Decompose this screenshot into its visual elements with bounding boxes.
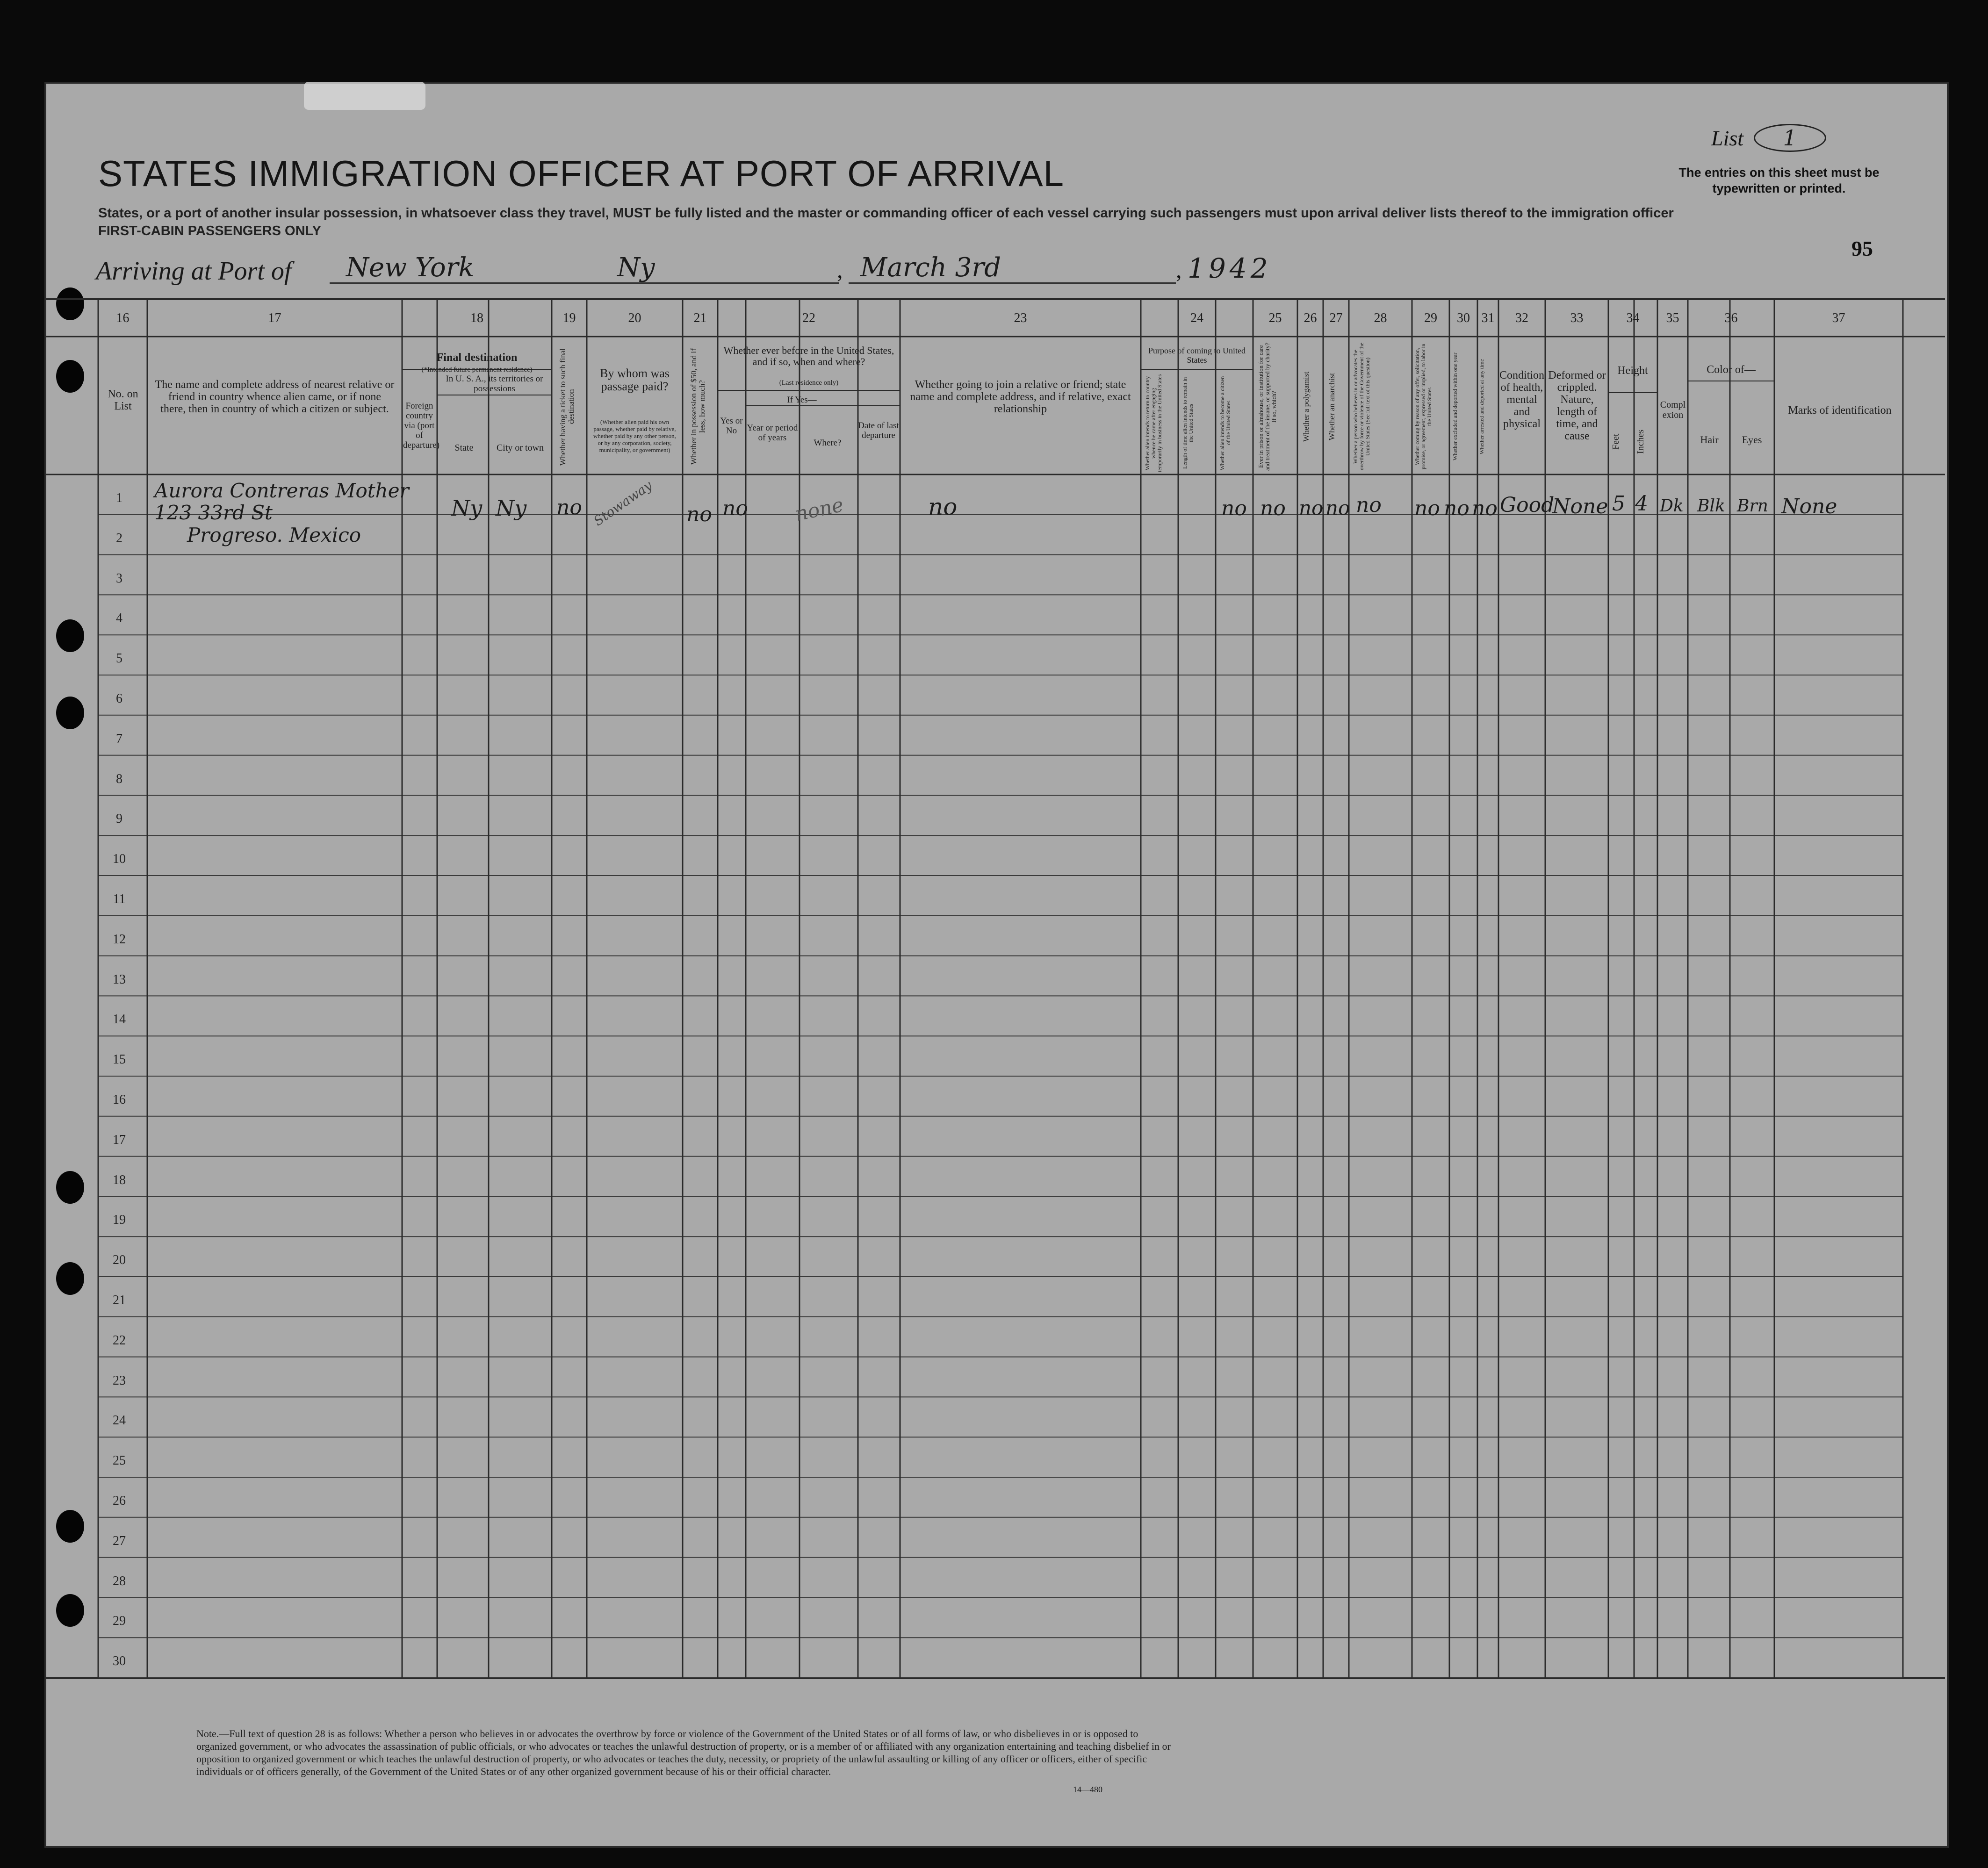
row-number: 12: [113, 932, 126, 947]
entry-relative-line2: 123 33rd St: [154, 501, 273, 524]
col-18-city: City or town: [496, 443, 544, 453]
row-number: 14: [113, 1012, 126, 1027]
row-number: 17: [113, 1132, 126, 1147]
comma: ,: [1176, 257, 1182, 283]
col-num-22: 22: [802, 311, 815, 325]
entry-feet: 5: [1612, 492, 1625, 516]
col-37-label: Marks of identification: [1788, 404, 1892, 417]
row-number: 8: [116, 771, 122, 786]
row-number: 19: [113, 1213, 126, 1228]
col-25-label: Ever in prison or almshouse, or institution for care and treatment of the insane, or supported by charity? If so, which?: [1257, 343, 1277, 471]
entry-money: no: [686, 503, 712, 526]
entry-health: Good: [1500, 493, 1555, 517]
row-number: 1: [116, 491, 122, 505]
row-number: 11: [113, 892, 126, 906]
col-21-label: Whether in possession of $50, and if less, how much?: [689, 348, 706, 465]
typewritten-note: The entries on this sheet must be typewritten or printed.: [1678, 165, 1880, 195]
col-23-label: Whether going to join a relative or friend; state name and complete address, and if relative, exact relationship: [910, 379, 1131, 415]
col-22-yesno: Yes or No: [720, 416, 743, 436]
entry-deformed: None: [1552, 495, 1608, 518]
entry-hair: Blk: [1697, 496, 1725, 516]
row-number: 20: [113, 1253, 126, 1268]
entry-eyes: Brn: [1737, 496, 1768, 516]
row-number: 15: [113, 1052, 126, 1067]
entry-passage: Stowaway: [591, 477, 655, 529]
col-num-33: 33: [1570, 311, 1584, 325]
col-22-where: Where?: [814, 438, 842, 448]
entry-state: Ny: [451, 496, 483, 521]
col-20-note: (Whether alien paid his own passage, whether paid by relative, whether paid by any other person, or by any corporation, society, municipality, or government): [593, 418, 676, 453]
row-number: 3: [116, 571, 122, 586]
row-number: 27: [113, 1533, 126, 1548]
col-18-state: State: [454, 443, 474, 453]
col-22-ifyes: If Yes—: [787, 395, 817, 405]
col-num-35: 35: [1666, 311, 1679, 325]
col-24-label: Purpose of coming to United States: [1148, 346, 1246, 365]
entry-inches: 4: [1635, 492, 1648, 516]
entry-c30: no: [1444, 496, 1469, 520]
col-24-c: Whether alien intends to become a citizen of the United States: [1219, 376, 1232, 470]
col-33-label: Deformed or crippled. Nature, length of time, and cause: [1548, 369, 1606, 442]
col-34-feet: Feet: [1611, 433, 1621, 450]
entry-join: no: [928, 493, 958, 520]
col-18-usa: In U. S. A., its territories or possessions: [446, 374, 543, 394]
col-22-years: Year or period of years: [747, 423, 798, 443]
col-34-inches: Inches: [1635, 429, 1646, 454]
col-num-32: 32: [1515, 311, 1528, 325]
row-number: 26: [113, 1494, 126, 1508]
col-36-hair: Hair: [1700, 434, 1719, 445]
col-19-label: Whether having a ticket to such final destination: [558, 348, 576, 466]
col-18-note: (*Intended future permanent residence): [421, 366, 533, 374]
row-number: 10: [113, 852, 126, 867]
col-num-37: 37: [1832, 311, 1845, 325]
entry-relative-line1: Aurora Contreras Mother: [154, 479, 409, 502]
col-26-label: Whether a polygamist: [1302, 371, 1311, 442]
col-36-label: Color of—: [1707, 364, 1756, 376]
row-number: 7: [116, 731, 122, 746]
col-num-23: 23: [1014, 311, 1027, 325]
row-number: 22: [113, 1333, 126, 1348]
col-num-26: 26: [1304, 311, 1317, 325]
col-31-label: Whether arrested and deported at any time: [1478, 359, 1485, 454]
row-number: 29: [113, 1614, 126, 1629]
col-num-34: 34: [1626, 311, 1640, 325]
port-city: New York: [346, 252, 475, 283]
col-num-27: 27: [1329, 311, 1343, 325]
col-num-21: 21: [693, 311, 707, 325]
col-27-label: Whether an anarchist: [1327, 373, 1336, 441]
col-22-note: (Last residence only): [779, 379, 839, 387]
col-29-label: Whether coming by reason of any offer, solicitation, promise, or agreement, expressed or implied, to labor in the United States: [1414, 344, 1433, 470]
form-number: 14—480: [1073, 1785, 1102, 1794]
row-number: 21: [113, 1293, 126, 1308]
instructions-text: States, or a port of another insular possession, in whatsoever class they travel, MUST be fully listed and the master or commanding officer of each vessel carrying such passengers must upon arrival deliver lists thereof to the immigration officer: [98, 206, 1674, 221]
row-number: 28: [113, 1573, 126, 1588]
col-num-36: 36: [1724, 311, 1738, 325]
col-num-17: 17: [268, 311, 281, 325]
row-number: 18: [113, 1172, 126, 1187]
col-num-25: 25: [1268, 311, 1282, 325]
row-number: 13: [113, 972, 126, 987]
row-number: 2: [116, 531, 122, 546]
page-title: STATES IMMIGRATION OFFICER AT PORT OF ARRIVAL: [98, 153, 1065, 194]
page-number: 95: [1851, 237, 1873, 260]
footnote: Note.—Full text of question 28 is as follows: Whether a person who believes in or advocates the overthrow by force or violence of the Government of the United States or of all forms of law, or who disbelieves in or is opposed to organized government, or who advocates the assassination of public officials, or who advocates or teaches the unlawful destruction of property, or is a member of or affiliated with any organization entertaining and teaching disbelief in or opposition to organized government or which teaches the unlawful destruction of property, or who advocates or teaches the duty, necessity, or propriety of the unlawful assaulting or killing of any officer or officers, either of specific individuals or of officers generally, of the Government of the United States or of any other organized government because of his or their official character.: [196, 1728, 1171, 1777]
col-num-16: 16: [116, 311, 130, 325]
col-17-label: The name and complete address of nearest relative or friend in country whence alien came, or if none there, then in country of which a citizen or subject.: [155, 379, 395, 415]
entry-c26: no: [1299, 496, 1324, 519]
entry-c24c: no: [1221, 496, 1247, 520]
col-18-label: Final destination: [436, 352, 518, 364]
entry-ticket: no: [556, 496, 582, 519]
col-34-label: Height: [1617, 365, 1648, 377]
row-number: 16: [113, 1092, 126, 1107]
entry-complexion: Dk: [1660, 496, 1684, 516]
col-num-20: 20: [628, 311, 641, 325]
row-number: 4: [116, 611, 122, 626]
col-num-18: 18: [470, 311, 483, 325]
col-22-date: Date of last departure: [858, 421, 899, 440]
entry-c25: no: [1260, 496, 1286, 520]
col-num-19: 19: [562, 311, 576, 325]
col-20-label: By whom was passage paid?: [600, 366, 670, 393]
col-24-a: Whether alien intends to return to country whence he came after engaging temporarily in business in the United States: [1144, 374, 1163, 472]
arriving-label: Arriving at Port of: [96, 257, 292, 286]
row-number: 5: [116, 651, 122, 666]
entry-relative-line3: Progreso. Mexico: [187, 524, 361, 546]
row-number: 23: [113, 1373, 126, 1388]
col-30-label: Whether excluded and deported within one year: [1452, 352, 1458, 461]
col-num-24: 24: [1190, 311, 1203, 325]
entry-c27: no: [1325, 496, 1350, 519]
row-number: 24: [113, 1413, 126, 1428]
arrival-date: March 3rd: [860, 252, 1001, 283]
arrival-year: 1942: [1188, 252, 1272, 284]
col-num-28: 28: [1374, 311, 1387, 325]
row-number: 6: [116, 691, 122, 706]
col-16-label: No. on List: [108, 388, 138, 412]
row-number: 30: [113, 1654, 126, 1669]
entry-c29: no: [1414, 496, 1440, 520]
col-32-label: Condition of health, mental and physical: [1499, 369, 1545, 430]
entry-c28: no: [1356, 493, 1382, 517]
entry-where: none: [793, 493, 846, 526]
row-number: 25: [113, 1453, 126, 1468]
comma: ,: [837, 257, 843, 283]
entry-c31: no: [1472, 496, 1498, 520]
port-state: Ny: [617, 252, 655, 283]
entry-before-us: no: [722, 496, 748, 520]
entry-marks: None: [1781, 495, 1837, 518]
col-num-31: 31: [1481, 311, 1495, 325]
list-number: 1: [1754, 124, 1826, 152]
col-num-30: 30: [1457, 311, 1470, 325]
col-24-b: Length of time alien intends to remain in the United States: [1181, 377, 1194, 469]
row-number: 9: [116, 812, 122, 826]
entry-city: Ny: [496, 496, 527, 521]
col-num-29: 29: [1424, 311, 1437, 325]
col-22-label: Whether ever before in the United States, and if so, when and where?: [723, 345, 894, 367]
col-36-eyes: Eyes: [1742, 434, 1762, 445]
class-line: FIRST-CABIN PASSENGERS ONLY: [98, 223, 321, 238]
col-18-foreign: Foreign country via (port of departure): [403, 401, 440, 450]
list-label: List 1: [1711, 124, 1826, 152]
col-35-label: Complexion: [1660, 400, 1686, 420]
col-28-label: Whether a person who believes in or advocates the overthrow by force or violence of the Government of the United States (See full text of this question): [1352, 343, 1371, 471]
